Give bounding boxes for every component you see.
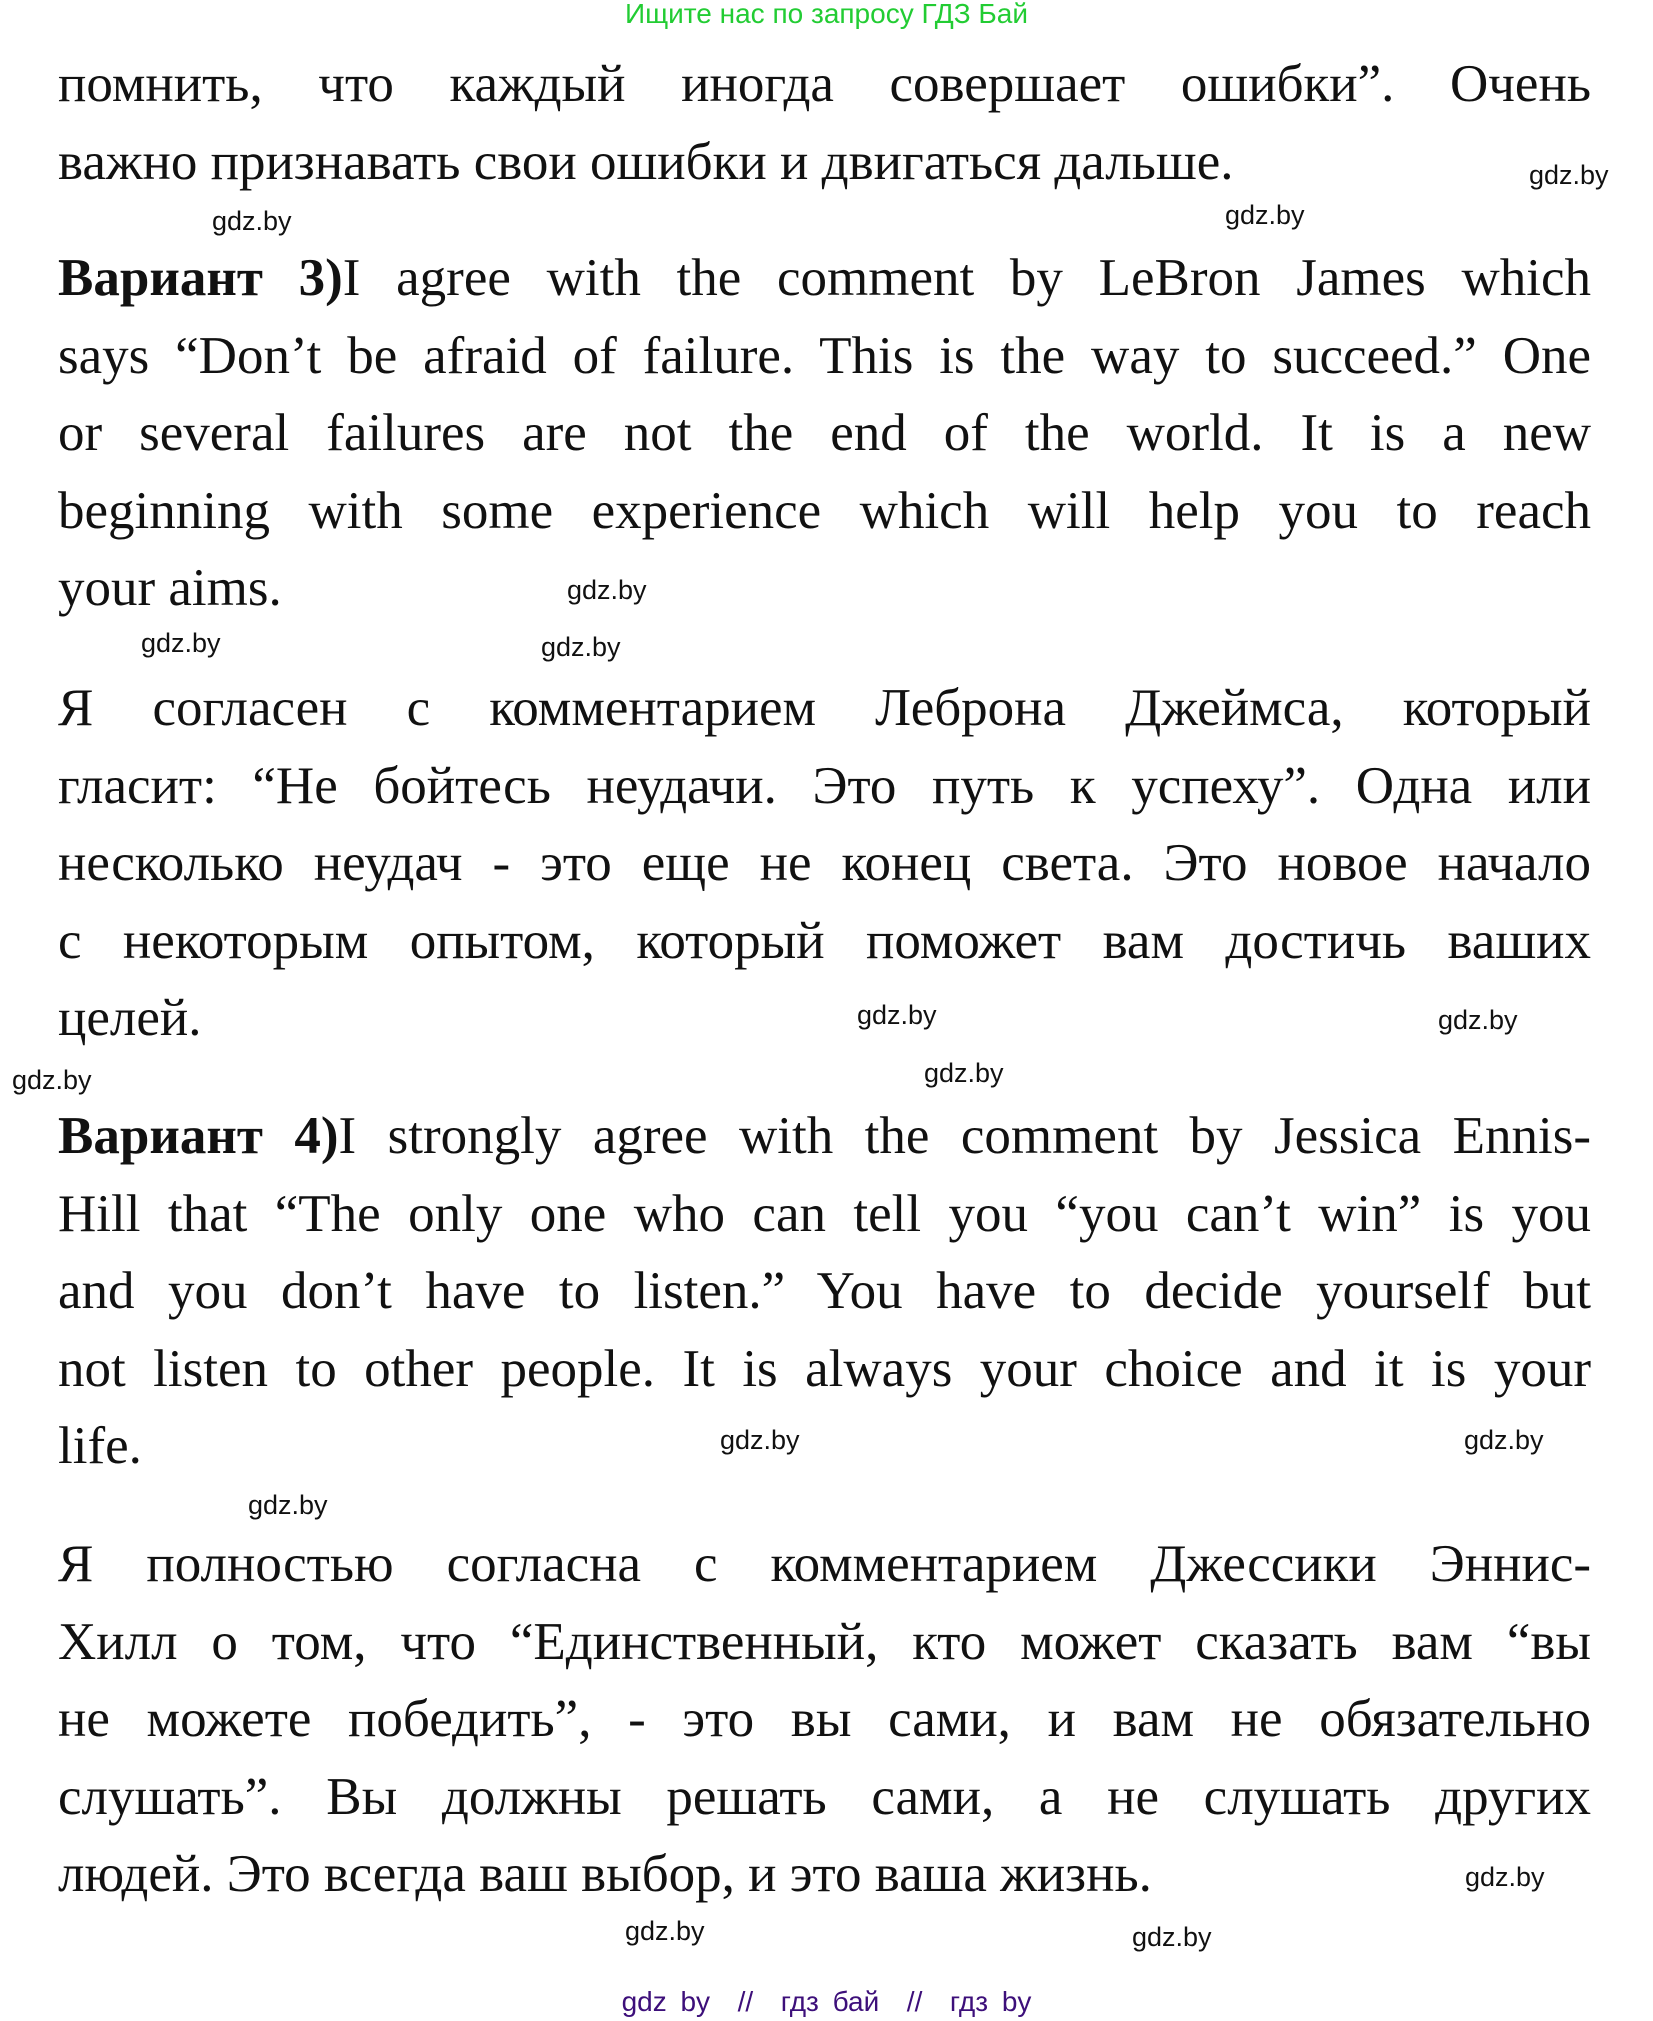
watermark: gdz.by xyxy=(1465,1862,1545,1892)
watermark: gdz.by xyxy=(248,1490,328,1520)
text-line: Hill that “The only one who can tell you “you can’t win” is you xyxy=(58,1184,1591,1243)
text-line: Хилл о том, что “Единственный, кто может сказать вам “вы xyxy=(58,1612,1591,1671)
watermark: gdz.by xyxy=(541,632,621,662)
watermark: gdz.by xyxy=(212,206,292,236)
text-line: not listen to other people. It is always your choice and it is your xyxy=(58,1339,1591,1398)
text-line: не можете победить”, - это вы сами, и вам не обязательно xyxy=(58,1690,1591,1748)
text-line: слушать”. Вы должны решать сами, а не слушать других xyxy=(58,1767,1591,1826)
watermark: gdz.by xyxy=(1132,1922,1212,1952)
text-line: целей. xyxy=(58,989,202,1047)
paragraph-intro-end xyxy=(58,46,1591,201)
text-line: людей. Это всегда ваш выбор, и это ваша жизнь. xyxy=(58,1845,1152,1903)
text-line: Я согласен с комментарием Леброна Джеймса, который xyxy=(58,679,1591,737)
variant-label: Вариант 3) xyxy=(58,249,343,307)
text-line: с некоторым опытом, который поможет вам достичь ваших xyxy=(58,911,1591,970)
text-line: Я полностью согласна с комментарием Джессики Эннис- xyxy=(58,1535,1591,1593)
watermark: gdz.by xyxy=(1464,1425,1544,1455)
text-line: and you don’t have to listen.” You have to decide yourself but xyxy=(58,1262,1591,1320)
text-line: помнить, что каждый иногда совершает ошибки”. Очень xyxy=(58,55,1591,113)
text-line: важно признавать свои ошибки и двигаться дальше. xyxy=(58,132,1234,191)
paragraph-variant-4-translation xyxy=(58,1526,1591,1914)
footer-banner: gdz by // гдз бай // гдз by xyxy=(621,1986,1032,2017)
watermark: gdz.by xyxy=(857,1000,937,1030)
text-line: несколько неудач - это еще не конец света. Это новое начало xyxy=(58,834,1591,892)
text-line: Вариант 3)I agree with the comment by LeBron James which xyxy=(58,249,1591,307)
text-line: beginning with some experience which will help you to reach xyxy=(58,481,1591,540)
watermark: gdz.by xyxy=(924,1058,1004,1088)
paragraph-variant-4 xyxy=(58,1098,1591,1486)
watermark: gdz.by xyxy=(1438,1005,1518,1035)
watermark: gdz.by xyxy=(625,1916,705,1946)
text-line: life. xyxy=(58,1417,142,1475)
paragraph-variant-3-translation xyxy=(58,670,1591,1058)
watermark: gdz.by xyxy=(141,628,221,658)
variant-label: Вариант 4) xyxy=(58,1107,339,1165)
watermark: gdz.by xyxy=(1225,200,1305,230)
text-line: Вариант 4)I strongly agree with the comment by Jessica Ennis- xyxy=(58,1107,1591,1165)
header-banner: Ищите нас по запросу ГДЗ Бай xyxy=(624,0,1029,29)
text-line: гласит: “Не бойтесь неудачи. Это путь к успеху”. Одна или xyxy=(58,756,1591,815)
text-line: your aims. xyxy=(58,559,282,617)
watermark: gdz.by xyxy=(720,1425,800,1455)
text-line: says “Don’t be afraid of failure. This is the way to succeed.” One xyxy=(58,326,1591,385)
paragraph-variant-3 xyxy=(58,240,1591,628)
watermark: gdz.by xyxy=(12,1065,92,1095)
watermark: gdz.by xyxy=(567,575,647,605)
text-line: or several failures are not the end of the world. It is a new xyxy=(58,404,1591,462)
watermark: gdz.by xyxy=(1529,160,1609,190)
